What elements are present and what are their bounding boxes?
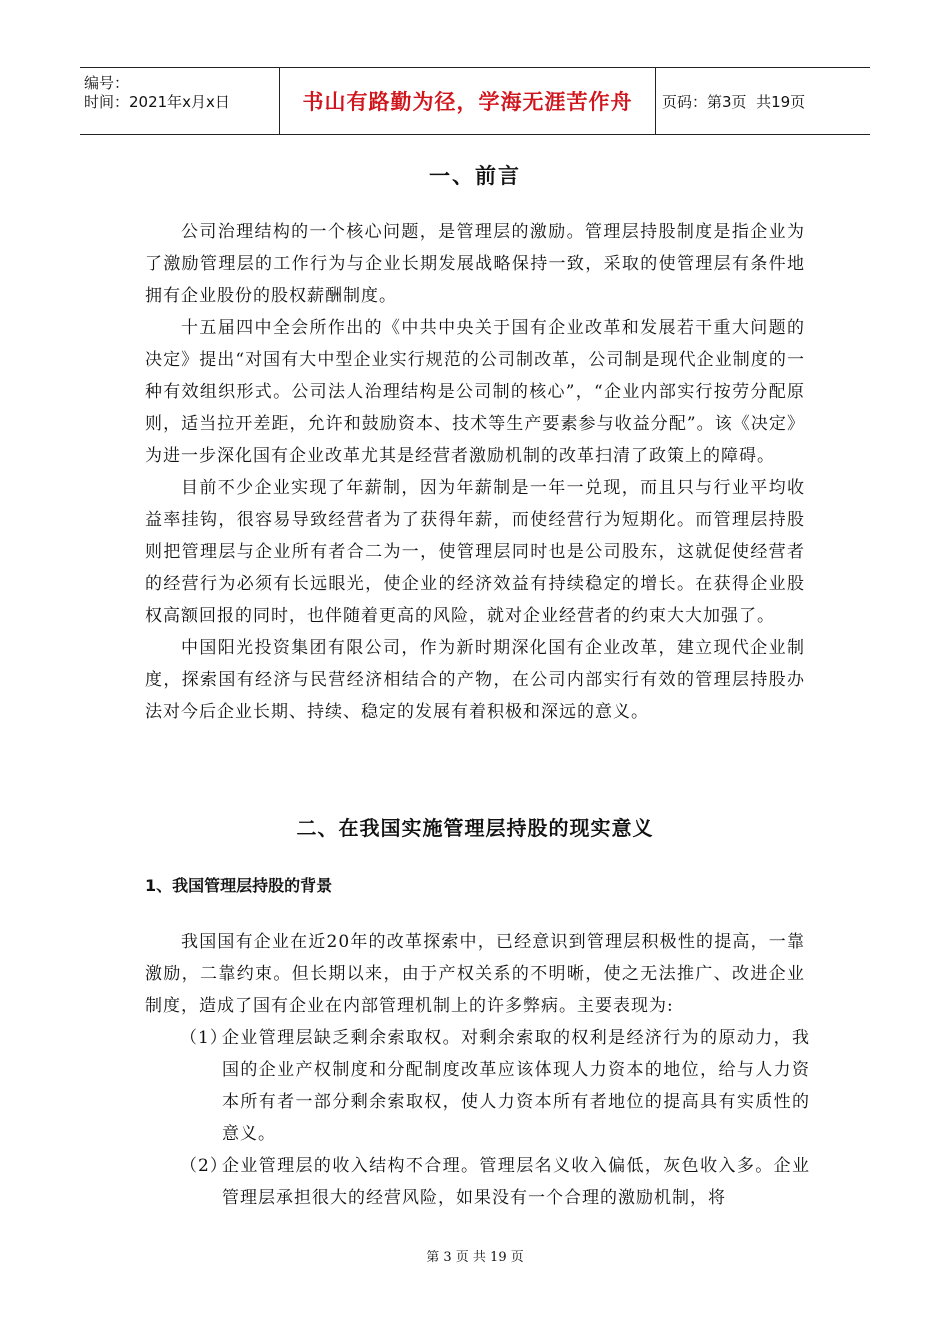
list-item <box>180 1022 810 1150</box>
list-item <box>180 1150 810 1214</box>
paragraph: 目前不少企业实现了年薪制，因为年薪制是一年一兑现，而且只与行业平均收益率挂钩，很容易导致经营者为了获得年薪，而使经营行为短期化。而管理层持股则把管理层与企业所有者合二为一，使管理层同时也是公司股东，这就促使经营者的经营行为必须有长远眼光，使企业的经济效益有持续稳定的增长。在获得企业股权高额回报的同时，也伴随着更高的风险，就对企业经营者的约束大大加强了。 <box>145 478 805 626</box>
paragraph: 十五届四中全会所作出的《中共中央关于国有企业改革和发展若干重大问题的决定》提出“对国有大中型企业实行规范的公司制改革，公司制是现代企业制度的一种有效组织形式。公司法人治理结构是公司制的核心”，“企业内部实行按劳分配原则，适当拉开差距，允许和鼓励资本、技术等生产要素参与收益分配”。该《决定》为进一步深化国有企业改革尤其是经营者激励机制的改革扫清了政策上的障碍。 <box>145 318 805 466</box>
page-info-cell <box>656 68 870 134</box>
list-item-text: 企业管理层缺乏剩余索取权。对剩余索取的权利是经济行为的原动力，我国的企业产权制度和分配制度改革应该体现人力资本的地位，给与人力资本所有者一部分剩余索取权，使人力资本所有者地位的提高具有实质性的意义。 <box>222 1028 810 1144</box>
serial-label: 编号： <box>84 74 130 92</box>
page-info-text: 页码：第3页 共19页 <box>662 92 806 111</box>
section-1-body <box>145 216 805 728</box>
list-item-number: （1） <box>180 1028 228 1048</box>
list-item-number: （2） <box>180 1156 228 1176</box>
section-2-intro <box>145 926 805 1022</box>
paragraph: 公司治理结构的一个核心问题，是管理层的激励。管理层持股制度是指企业为了激励管理层的工作行为与企业长期发展战略保持一致，采取的使管理层有条件地拥有企业股份的股权薪酬制度。 <box>145 222 805 306</box>
motto-cell <box>280 68 656 134</box>
header-meta-cell <box>80 68 280 134</box>
paragraph: 我国国有企业在近20年的改革探索中，已经意识到管理层积极性的提高，一靠激励，二靠约束。但长期以来，由于产权关系的不明晰，使之无法推广、改进企业制度，造成了国有企业在内部管理机制上的许多弊病。主要表现为: <box>145 932 805 1016</box>
header-table <box>80 67 870 135</box>
section-2-title: 二、在我国实施管理层持股的现实意义 <box>296 816 654 840</box>
paragraph: 中国阳光投资集团有限公司，作为新时期深化国有企业改革，建立现代企业制度，探索国有经济与民营经济相结合的产物，在公司内部实行有效的管理层持股办法对今后企业长期、持续、稳定的发展有着积极和深远的意义。 <box>145 638 805 722</box>
page-footer: 第 3 页 共 19 页 <box>426 1250 524 1265</box>
section-1-title: 一、前言 <box>429 164 521 188</box>
subsection-title: 1、我国管理层持股的背景 <box>145 876 333 895</box>
problem-list <box>180 1022 810 1214</box>
motto-text: 书山有路勤为径，学海无涯苦作舟 <box>302 90 633 114</box>
date-label: 时间：2021年x月x日 <box>84 93 230 111</box>
list-item-text: 企业管理层的收入结构不合理。管理层名义收入偏低，灰色收入多。企业管理层承担很大的经营风险，如果没有一个合理的激励机制，将 <box>222 1156 810 1208</box>
